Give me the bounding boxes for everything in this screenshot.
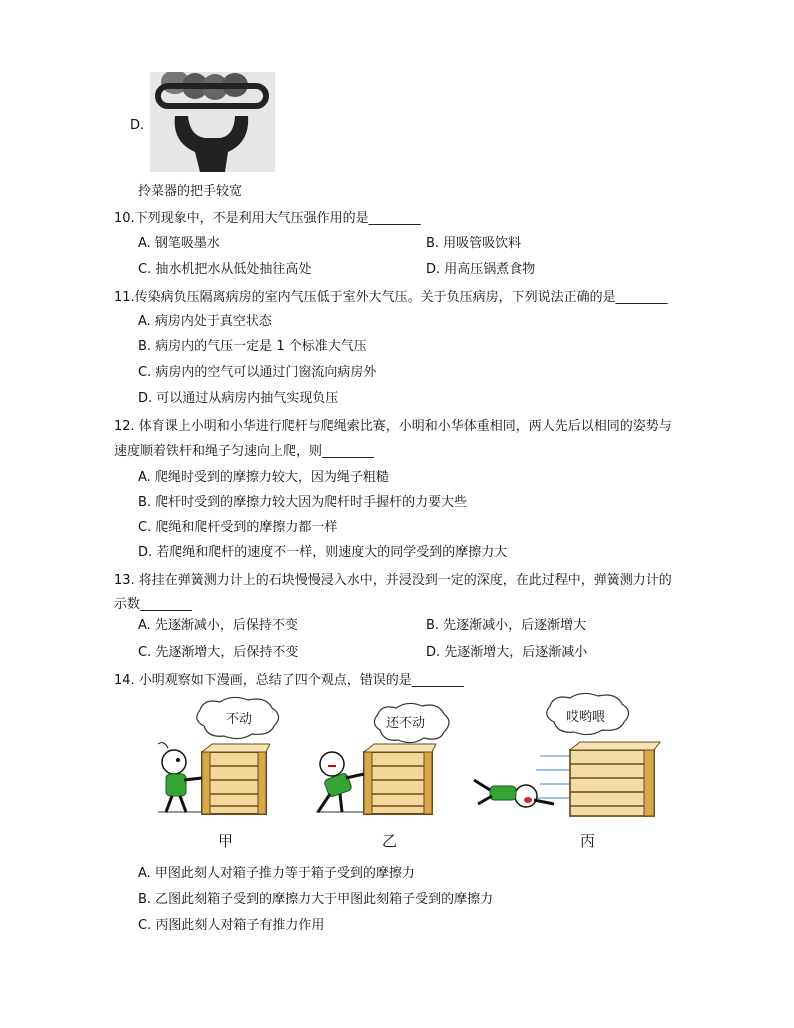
- q11-option-b: B. 病房内的气压一定是 1 个标准大气压: [138, 339, 367, 354]
- bubble-text-yi: 还不动: [386, 716, 426, 731]
- caption-yi: 乙: [382, 832, 398, 850]
- q13-option-a: A. 先逐渐减小，后保持不变: [138, 618, 298, 633]
- q12-option-d: D. 若爬绳和爬杆的速度不一样，则速度大的同学受到的摩擦力大: [138, 545, 508, 560]
- q10-option-b: B. 用吸管吸饮料: [426, 236, 522, 251]
- question-10-stem: 10.下列现象中，不是利用大气压强作用的是________: [114, 211, 421, 226]
- q14-option-b: B. 乙图此刻箱子受到的摩擦力大于甲图此刻箱子受到的摩擦力: [138, 892, 494, 907]
- q13-option-d: D. 先逐渐增大，后逐渐减小: [426, 645, 588, 660]
- basket-handle-photo: [150, 72, 275, 172]
- caption-jia: 甲: [218, 832, 234, 850]
- bubble-text-bing: 哎哟喂: [566, 710, 606, 725]
- q13-option-c: C. 先逐渐增大，后保持不变: [138, 645, 299, 660]
- question-14-stem: 14. 小明观察如下漫画，总结了四个观点，错误的是________: [114, 673, 464, 688]
- question-12-stem-line2: 速度顺着铁杆和绳子匀速向上爬，则________: [114, 444, 375, 459]
- bubble-text-jia: 不动: [226, 712, 253, 727]
- q11-option-c: C. 病房内的空气可以通过门窗流向病房外: [138, 365, 377, 380]
- q14-option-c: C. 丙图此刻人对箱子有推力作用: [138, 918, 325, 933]
- q12-option-a: A. 爬绳时受到的摩擦力较大，因为绳子粗糙: [138, 470, 389, 485]
- caption-bing: 丙: [580, 832, 596, 850]
- question-13-stem-line2: 示数________: [114, 597, 193, 612]
- option-d-caption: 拎菜器的把手较宽: [138, 184, 243, 199]
- question-12-stem-line1: 12. 体育课上小明和小华进行爬杆与爬绳索比赛，小明和小华体重相同，两人先后以相同的姿势与: [114, 419, 672, 434]
- q11-option-a: A. 病房内处于真空状态: [138, 314, 272, 329]
- q10-option-d: D. 用高压锅煮食物: [426, 262, 536, 277]
- q12-option-b: B. 爬杆时受到的摩擦力较大因为爬杆时手握杆的力要大些: [138, 495, 468, 510]
- q10-option-a: A. 钢笔吸墨水: [138, 236, 220, 251]
- q14-option-a: A. 甲图此刻人对箱子推力等于箱子受到的摩擦力: [138, 866, 415, 881]
- question-11-stem: 11.传染病负压隔离病房的室内气压低于室外大气压。关于负压病房，下列说法正确的是________: [114, 290, 668, 305]
- q13-option-b: B. 先逐渐减小，后逐渐增大: [426, 618, 587, 633]
- q11-option-d: D. 可以通过从病房内抽气实现负压: [138, 391, 339, 406]
- q10-option-c: C. 抽水机把水从低处抽往高处: [138, 262, 312, 277]
- option-d-letter: D.: [130, 118, 145, 133]
- question-13-stem-line1: 13. 将挂在弹簧测力计上的石块慢慢浸入水中，并浸没到一定的深度，在此过程中，弹簧测力计的: [114, 573, 672, 588]
- q12-option-c: C. 爬绳和爬杆受到的摩擦力都一样: [138, 520, 338, 535]
